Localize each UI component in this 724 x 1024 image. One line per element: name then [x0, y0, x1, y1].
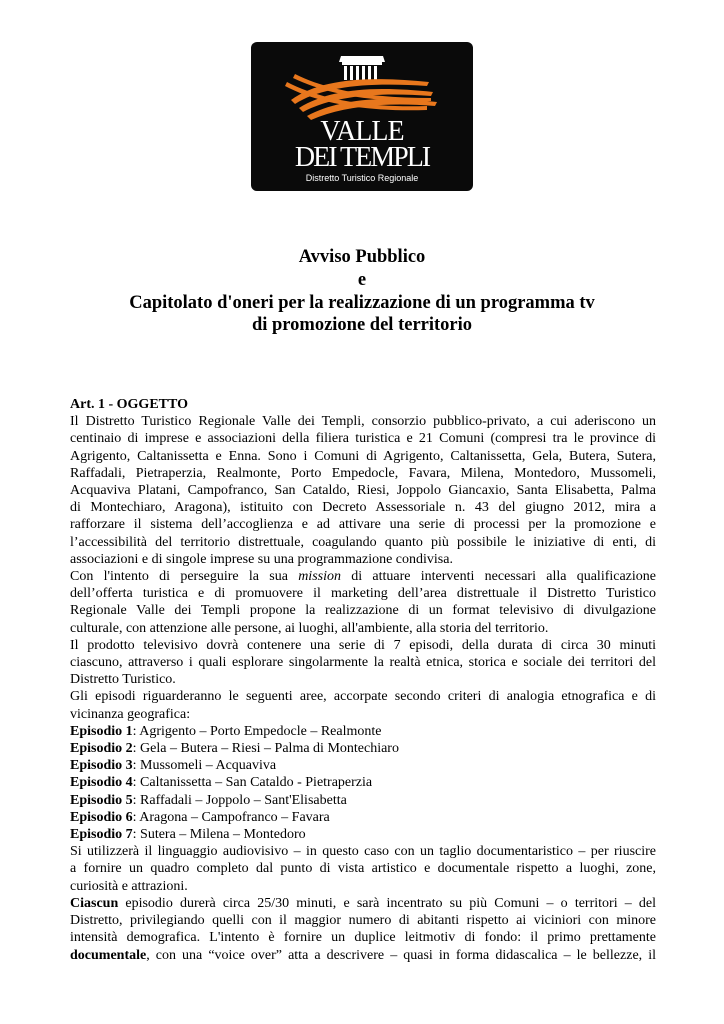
episode-places: : Raffadali – Joppolo – Sant'Elisabetta [132, 792, 347, 808]
episode-label: Episodio 4 [70, 775, 133, 791]
p3-line: Distretto Turistico. [70, 672, 176, 688]
episode-places: : Sutera – Milena – Montedoro [132, 827, 306, 843]
logo-line1: VALLE [320, 116, 404, 147]
temple-emblem-icon [251, 42, 473, 191]
p1-line: l’accessibilità del territorio distrettuale, coagulando quanto più possibile le iniziative di enti, di [70, 534, 656, 550]
p1-line: Agrigento, Caltanissetta e Enna. Sono i Comuni di Agrigento, Caltanissetta, Gela, Butera, Sutera, [70, 448, 656, 464]
p2-text-b: di attuare interventi necessari alla qualificazione [340, 569, 656, 585]
document-title [0, 246, 724, 337]
p6-text: episodio durerà circa 25/30 minuti, e sarà incentrato su più Comuni – o territori – del [118, 895, 656, 911]
p6-text: , con una “voice over” atta a descrivere – quasi in forma didascalica – le bellezze, il [146, 947, 656, 963]
episode-item [70, 740, 656, 757]
episode-places: : Caltanissetta – San Cataldo - Pietraperzia [132, 775, 373, 791]
mission-italic: mission [298, 569, 341, 585]
title-line-4: di promozione del territorio [251, 315, 473, 336]
title-line-2: e [357, 269, 367, 290]
episode-item [70, 792, 656, 809]
p2-line: culturale, con attenzione alle persone, ai luoghi, all'ambiente, alla storia del territorio. [70, 620, 549, 636]
title-line-3: Capitolato d'oneri per la realizzazione di un programma tv [129, 292, 595, 313]
valle-dei-templi-logo [251, 42, 473, 191]
p5-line: curiosità e attrazioni. [70, 878, 188, 894]
p3-line: ciascuno, attraverso i quali esplorare singolarmente la realtà etnica, storica e sociale dei territori del [70, 655, 656, 671]
episode-places: : Agrigento – Porto Empedocle – Realmonte [132, 723, 382, 739]
episode-places: : Aragona – Campofranco – Favara [132, 809, 330, 825]
episode-label: Episodio 5 [70, 792, 133, 808]
p2-line [70, 568, 656, 585]
episode-item [70, 809, 656, 826]
episode-label: Episodio 3 [70, 758, 133, 774]
p2-line: dell’offerta turistica e di promuovere il marketing dell’area distrettuale il Distretto Turistico [70, 586, 656, 602]
episode-item [70, 774, 656, 791]
episode-label: Episodio 2 [70, 741, 133, 757]
p1-line: Il Distretto Turistico Regionale Valle dei Templi, consorzio pubblico-privato, a cui aderiscono un [70, 414, 656, 430]
p2-line: Regionale Valle dei Templi propone la realizzazione di un format televisivo di divulgazione [70, 603, 656, 619]
p1-line: Acquaviva Platani, Campofranco, San Cataldo, Riesi, Joppolo Giancaxio, Santa Elisabetta, Palma [70, 483, 656, 499]
p1-line: rafforzare il sistema dell’accoglienza e ad attivare una serie di processi per la promozione e [70, 517, 656, 533]
p6-line [70, 947, 656, 964]
logo-subtitle: Distretto Turistico Regionale [305, 173, 419, 183]
p3-line: Il prodotto televisivo dovrà contenere una serie di 7 episodi, della durata di circa 30 minuti [70, 637, 656, 653]
title-line-1: Avviso Pubblico [298, 247, 426, 267]
p4-line: Gli episodi riguarderanno le seguenti aree, accorpate secondo criteri di analogia etnografica e di [70, 689, 656, 705]
episode-places: : Mussomeli – Acquaviva [132, 758, 277, 774]
p2-text-a: Con l'intento di perseguire la sua [70, 569, 299, 585]
p6-line: Distretto, privilegiando quelli con il maggior numero di abitanti rispetto ai viciniori con minore [70, 913, 656, 929]
p5-line: a fornire un quadro completo dal punto di vista artistico e documentale rispetto a luoghi, zone, [70, 861, 656, 877]
p1-line: centinaio di imprese e associazioni della filiera turistica e 21 Comuni (compresi tra le province di [70, 431, 656, 447]
episode-item [70, 723, 656, 740]
logo-line2: DEI TEMPLI [294, 142, 430, 173]
p6-line [70, 895, 656, 912]
p4-line: vicinanza geografica: [70, 706, 191, 722]
p6-line: intensità demografica. L'intento è fornire un duplice leitmotiv di fondo: il primo prettamente [70, 930, 656, 946]
episode-item [70, 826, 656, 843]
episode-label: Episodio 6 [70, 809, 133, 825]
documentale-bold: documentale [70, 947, 147, 963]
episode-label: Episodio 7 [70, 827, 133, 843]
episode-item [70, 757, 656, 774]
p5-line: Si utilizzerà il linguaggio audiovisivo – in questo caso con un taglio documentaristico – per riuscire [70, 844, 656, 860]
p1-line: associazioni e di singole imprese su una programmazione condivisa. [70, 551, 453, 567]
article-body [70, 396, 656, 964]
episode-label: Episodio 1 [70, 723, 133, 739]
p1-line: Raffadali, Pietraperzia, Realmonte, Porto Empedocle, Favara, Milena, Montedoro, Mussomeli, [70, 465, 656, 481]
episode-places: : Gela – Butera – Riesi – Palma di Montechiaro [132, 741, 399, 757]
p1-line: di Montechiaro, Aragona), istituito con Decreto Assessoriale n. 43 del giugno 2012, mira a [70, 500, 656, 516]
article-heading: Art. 1 - OGGETTO [70, 397, 188, 412]
ciascun-bold: Ciascun [70, 895, 119, 911]
